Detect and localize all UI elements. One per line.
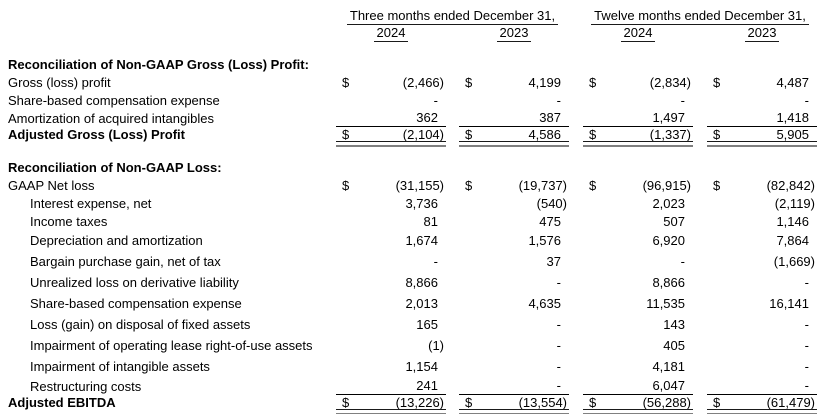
table-body <box>0 55 830 414</box>
currency-symbol: $ <box>465 74 473 90</box>
row-label: Impairment of operating lease right-of-use assets <box>30 338 313 353</box>
cell-value: (19,737) <box>518 177 567 193</box>
table-row <box>0 91 830 109</box>
cell-value: 5,905 <box>776 126 809 142</box>
value-cell <box>336 230 446 251</box>
table-header-period-groups <box>0 8 830 25</box>
value-cell <box>336 335 446 356</box>
year-label: 2023 <box>497 26 532 42</box>
section-header-label: Reconciliation of Non-GAAP Loss: <box>8 159 222 175</box>
total-row <box>0 395 830 409</box>
cell-value: - <box>556 359 561 374</box>
cell-value: 11,535 <box>646 296 685 311</box>
cell-value: - <box>804 317 809 332</box>
value-cell <box>459 212 569 230</box>
table-row <box>0 251 830 272</box>
value-cell <box>583 91 693 109</box>
currency-symbol: $ <box>342 126 350 142</box>
table-row <box>0 176 830 194</box>
row-label: Bargain purchase gain, net of tax <box>30 254 221 269</box>
value-cell <box>459 91 569 109</box>
value-cell <box>459 395 569 409</box>
row-label: Amortization of acquired intangibles <box>8 110 214 126</box>
cell-value: (2,104) <box>402 126 444 142</box>
currency-symbol: $ <box>342 394 350 410</box>
value-cell <box>707 272 817 293</box>
cell-value: (56,288) <box>642 394 691 410</box>
cell-value: 362 <box>416 110 438 125</box>
cell-value: 165 <box>416 317 438 332</box>
row-label: Gross (loss) profit <box>8 74 111 90</box>
currency-symbol: $ <box>713 394 721 410</box>
cell-value: (13,226) <box>395 394 444 410</box>
cell-value: 143 <box>663 317 685 332</box>
cell-value: - <box>556 275 561 290</box>
cell-value: 405 <box>663 338 685 353</box>
cell-value: 1,146 <box>776 213 809 229</box>
cell-value: 3,736 <box>405 195 438 211</box>
currency-symbol: $ <box>589 394 597 410</box>
double-rule <box>459 409 569 414</box>
section-gap <box>0 148 830 158</box>
cell-value: - <box>433 254 438 269</box>
double-rule <box>336 409 446 414</box>
double-rule <box>336 141 446 147</box>
table-header-years <box>0 25 830 42</box>
value-cell <box>336 127 446 141</box>
total-row <box>0 127 830 141</box>
currency-symbol: $ <box>342 74 350 90</box>
section-header-row <box>0 158 830 176</box>
value-cell <box>707 314 817 335</box>
value-cell <box>459 176 569 194</box>
row-label: Income taxes <box>30 213 108 229</box>
table-row <box>0 272 830 293</box>
year-label: 2024 <box>374 26 409 42</box>
value-cell <box>583 356 693 377</box>
cell-value: - <box>556 317 561 332</box>
cell-value: - <box>556 338 561 353</box>
cell-value: 4,199 <box>528 74 561 90</box>
cell-value: (31,155) <box>395 177 444 193</box>
value-cell <box>459 73 569 91</box>
currency-symbol: $ <box>589 177 597 193</box>
currency-symbol: $ <box>589 74 597 90</box>
value-cell <box>336 293 446 314</box>
value-cell <box>583 109 693 127</box>
cell-value: 1,418 <box>776 110 809 125</box>
value-cell <box>336 176 446 194</box>
value-cell <box>336 91 446 109</box>
value-cell <box>583 293 693 314</box>
value-cell <box>707 127 817 141</box>
table-row <box>0 356 830 377</box>
row-label: Share-based compensation expense <box>8 92 220 108</box>
value-cell <box>459 377 569 395</box>
cell-value: - <box>804 378 809 393</box>
year-column-header <box>583 26 693 42</box>
cell-value: 4,181 <box>652 359 685 374</box>
cell-value: 37 <box>546 254 561 269</box>
value-cell <box>459 335 569 356</box>
cell-value: - <box>433 92 438 108</box>
value-cell <box>583 314 693 335</box>
cell-value: 4,635 <box>528 296 561 311</box>
value-cell <box>459 230 569 251</box>
currency-symbol: $ <box>465 394 473 410</box>
value-cell <box>459 293 569 314</box>
year-column-header <box>336 26 446 42</box>
value-cell <box>583 127 693 141</box>
year-column-header <box>707 26 817 42</box>
value-cell <box>459 194 569 212</box>
value-cell <box>583 377 693 395</box>
cell-value: (96,915) <box>642 177 691 193</box>
value-cell <box>336 109 446 127</box>
double-rule <box>583 409 693 414</box>
currency-symbol: $ <box>713 74 721 90</box>
cell-value: - <box>804 275 809 290</box>
value-cell <box>707 230 817 251</box>
currency-symbol: $ <box>465 177 473 193</box>
table-row <box>0 73 830 91</box>
table-row <box>0 335 830 356</box>
double-rule-row <box>0 141 830 148</box>
cell-value: 16,141 <box>769 296 809 311</box>
value-cell <box>459 127 569 141</box>
year-label: 2023 <box>745 26 780 42</box>
value-cell <box>583 335 693 356</box>
cell-value: 4,586 <box>528 126 561 142</box>
value-cell <box>707 251 817 272</box>
cell-value: - <box>804 92 809 108</box>
row-label: Unrealized loss on derivative liability <box>30 275 239 290</box>
cell-value: 6,047 <box>652 378 685 393</box>
cell-value: 475 <box>539 213 561 229</box>
cell-value: (2,119) <box>774 195 815 211</box>
period-group-label: Twelve months ended December 31, <box>591 9 809 25</box>
value-cell <box>336 194 446 212</box>
cell-value: - <box>804 359 809 374</box>
row-label: Adjusted EBITDA <box>8 394 116 410</box>
value-cell <box>459 251 569 272</box>
cell-value: 8,866 <box>405 275 438 290</box>
value-cell <box>336 314 446 335</box>
period-group-three-months <box>336 9 569 25</box>
cell-value: 1,674 <box>405 233 438 248</box>
value-cell <box>336 73 446 91</box>
value-cell <box>583 73 693 91</box>
cell-value: 1,497 <box>652 110 685 125</box>
value-cell <box>583 395 693 409</box>
value-cell <box>583 272 693 293</box>
table-row <box>0 314 830 335</box>
double-rule <box>583 141 693 147</box>
row-label: Adjusted Gross (Loss) Profit <box>8 126 185 142</box>
cell-value: (13,554) <box>518 394 567 410</box>
value-cell <box>336 395 446 409</box>
currency-symbol: $ <box>342 177 350 193</box>
row-label: Interest expense, net <box>30 195 152 211</box>
cell-value: 8,866 <box>652 275 685 290</box>
cell-value: (2,834) <box>649 74 691 90</box>
cell-value: (82,842) <box>766 177 815 193</box>
row-label: Loss (gain) on disposal of fixed assets <box>30 317 251 332</box>
value-cell <box>583 194 693 212</box>
cell-value: 241 <box>416 378 438 393</box>
cell-value: 507 <box>663 213 685 229</box>
value-cell <box>707 73 817 91</box>
currency-symbol: $ <box>589 126 597 142</box>
value-cell <box>336 356 446 377</box>
value-cell <box>707 356 817 377</box>
label-column-spacer <box>0 141 336 148</box>
value-cell <box>707 109 817 127</box>
value-cell <box>707 335 817 356</box>
cell-value: (1,337) <box>649 126 691 142</box>
value-cell <box>707 194 817 212</box>
cell-value: (540) <box>536 195 567 211</box>
cell-value: - <box>556 378 561 393</box>
currency-symbol: $ <box>713 177 721 193</box>
section-header-row <box>0 55 830 73</box>
double-rule-row <box>0 409 830 414</box>
value-cell <box>583 251 693 272</box>
value-cell <box>459 109 569 127</box>
currency-symbol: $ <box>713 126 721 142</box>
label-column-spacer <box>0 409 336 414</box>
value-cell <box>336 377 446 395</box>
table-row <box>0 194 830 212</box>
row-label: Share-based compensation expense <box>30 296 242 311</box>
cell-value: 1,576 <box>528 233 561 248</box>
header-body-gap <box>0 42 830 55</box>
cell-value: - <box>680 92 685 108</box>
value-cell <box>459 272 569 293</box>
table-row <box>0 109 830 127</box>
value-cell <box>707 176 817 194</box>
cell-value: 1,154 <box>405 359 438 374</box>
value-cell <box>583 212 693 230</box>
section-header-label: Reconciliation of Non-GAAP Gross (Loss) Profit: <box>8 56 309 72</box>
cell-value: 2,013 <box>405 296 438 311</box>
period-group-label: Three months ended December 31, <box>347 9 558 25</box>
table-row <box>0 293 830 314</box>
currency-symbol: $ <box>465 126 473 142</box>
year-label: 2024 <box>621 26 656 42</box>
period-group-twelve-months <box>583 9 817 25</box>
value-cell <box>707 395 817 409</box>
row-label: Restructuring costs <box>30 378 142 394</box>
cell-value: (1) <box>428 338 444 353</box>
value-cell <box>459 314 569 335</box>
cell-value: 2,023 <box>652 195 685 211</box>
cell-value: - <box>556 92 561 108</box>
row-label: Depreciation and amortization <box>30 233 203 248</box>
table-row <box>0 377 830 395</box>
cell-value: (1,669) <box>773 254 815 269</box>
cell-value: 4,487 <box>776 74 809 90</box>
cell-value: - <box>804 338 809 353</box>
row-label: Impairment of intangible assets <box>30 359 210 374</box>
double-rule <box>707 409 817 414</box>
value-cell <box>336 272 446 293</box>
cell-value: 387 <box>539 110 561 125</box>
cell-value: 81 <box>423 213 438 229</box>
year-column-header <box>459 26 569 42</box>
table-row <box>0 230 830 251</box>
value-cell <box>707 91 817 109</box>
value-cell <box>707 377 817 395</box>
double-rule <box>707 141 817 147</box>
value-cell <box>336 212 446 230</box>
row-label: GAAP Net loss <box>8 177 95 193</box>
cell-value: 7,864 <box>776 233 809 248</box>
value-cell <box>583 230 693 251</box>
table-row <box>0 212 830 230</box>
value-cell <box>583 176 693 194</box>
value-cell <box>707 293 817 314</box>
cell-value: (61,479) <box>766 394 815 410</box>
cell-value: - <box>680 254 685 269</box>
value-cell <box>707 212 817 230</box>
cell-value: 6,920 <box>652 233 685 248</box>
cell-value: (2,466) <box>402 74 444 90</box>
double-rule <box>459 141 569 147</box>
value-cell <box>459 356 569 377</box>
value-cell <box>336 251 446 272</box>
